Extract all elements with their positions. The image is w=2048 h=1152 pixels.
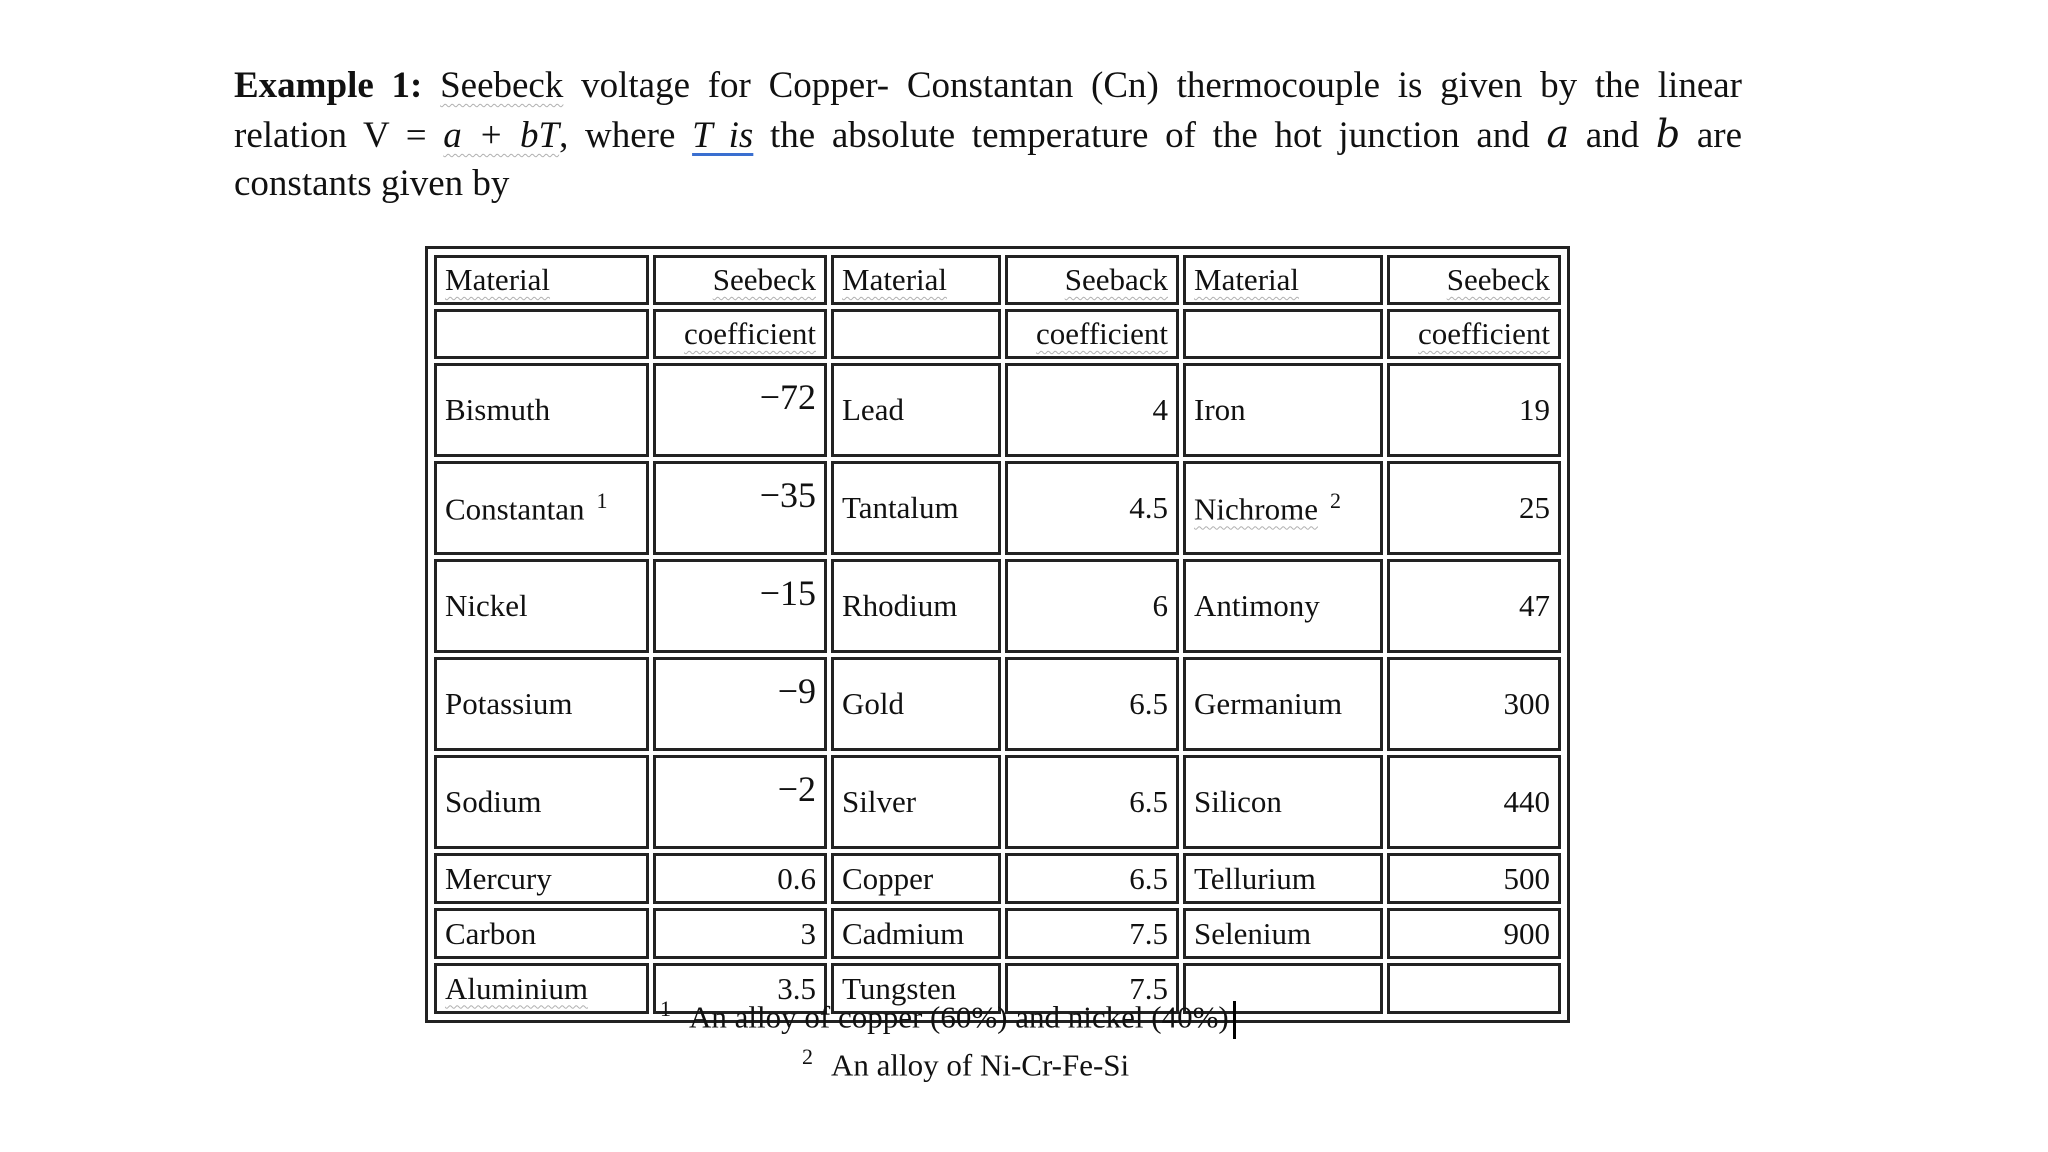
material-cell: Carbon xyxy=(434,908,649,959)
coefficient-cell: 4 xyxy=(1005,363,1179,457)
are-text: are xyxy=(1680,115,1742,156)
header-seebeck-3: Seebeck xyxy=(1387,255,1561,305)
table-row xyxy=(434,559,1561,653)
table-row xyxy=(434,363,1561,457)
header-material-2: Material xyxy=(831,255,1001,305)
seebeck-word: Seebeck xyxy=(440,65,564,106)
symbol-a: a xyxy=(1546,112,1570,156)
subheader-empty-3 xyxy=(1183,309,1383,359)
paragraph-line-2 xyxy=(234,110,1742,160)
example-label: Example 1: xyxy=(234,65,423,106)
coefficient-cell: 3.5 xyxy=(653,963,827,1014)
coefficient-cell: −15 xyxy=(653,559,827,653)
material-cell: Selenium xyxy=(1183,908,1383,959)
where-text: , where xyxy=(559,115,693,156)
coefficient-cell: 500 xyxy=(1387,853,1561,904)
table-row xyxy=(434,908,1561,959)
material-cell: Silicon xyxy=(1183,755,1383,849)
coefficient-cell: 6.5 xyxy=(1005,657,1179,751)
table-header-row xyxy=(434,255,1561,305)
text-cursor xyxy=(1233,1001,1236,1039)
coefficient-cell: 47 xyxy=(1387,559,1561,653)
relation-formula: a + bT xyxy=(443,115,560,156)
table-row xyxy=(434,657,1561,751)
material-cell: Lead xyxy=(831,363,1001,457)
subheader-coefficient-2: coefficient xyxy=(1005,309,1179,359)
coefficient-cell: 6.5 xyxy=(1005,755,1179,849)
material-cell: Aluminium xyxy=(434,963,649,1014)
table-row xyxy=(434,755,1561,849)
coefficient-cell: 4.5 xyxy=(1005,461,1179,555)
material-cell: Rhodium xyxy=(831,559,1001,653)
coefficient-cell: 900 xyxy=(1387,908,1561,959)
seebeck-table xyxy=(430,251,1565,1018)
coefficient-cell: 7.5 xyxy=(1005,963,1179,1014)
material-cell: Constantan $^1$ xyxy=(434,461,649,555)
footnote-2 xyxy=(802,1044,1129,1083)
coefficient-cell: 7.5 xyxy=(1005,908,1179,959)
material-cell: Silver xyxy=(831,755,1001,849)
material-cell: Nickel xyxy=(434,559,649,653)
table-subheader-row xyxy=(434,309,1561,359)
footnote-ref-1: 1 xyxy=(596,488,608,514)
material-cell: Mercury xyxy=(434,853,649,904)
subheader-coefficient-1: coefficient xyxy=(653,309,827,359)
coefficient-cell: −35 xyxy=(653,461,827,555)
paragraph-line-1-text: voltage for Copper- Constantan (Cn) thermocouple is given by the linear xyxy=(581,65,1743,106)
coefficient-cell: −2 xyxy=(653,755,827,849)
material-cell: Nichrome $^2$ xyxy=(1183,461,1383,555)
coefficient-cell: 3 xyxy=(653,908,827,959)
paragraph-line-1 xyxy=(234,62,1742,110)
coefficient-cell: −9 xyxy=(653,657,827,751)
table-row xyxy=(434,853,1561,904)
coefficient-cell: 6.5 xyxy=(1005,853,1179,904)
coefficient-cell: 440 xyxy=(1387,755,1561,849)
subheader-coefficient-3: coefficient xyxy=(1387,309,1561,359)
relation-text: relation V = xyxy=(234,115,444,156)
coefficient-cell: 19 xyxy=(1387,363,1561,457)
footnote-1-text: An alloy of copper (60%) and nickel (40%) xyxy=(689,999,1229,1035)
t-is-text: T is xyxy=(692,115,754,156)
header-material-1: Material xyxy=(434,255,649,305)
material-cell: Tantalum xyxy=(831,461,1001,555)
seebeck-table-frame xyxy=(425,246,1570,1023)
paragraph-line-3: constants given by xyxy=(234,163,510,204)
example-paragraph xyxy=(234,62,1742,208)
coefficient-cell xyxy=(1387,963,1561,1014)
header-material-3: Material xyxy=(1183,255,1383,305)
material-cell: Copper xyxy=(831,853,1001,904)
header-seeback-2: Seeback xyxy=(1005,255,1179,305)
coefficient-cell: 6 xyxy=(1005,559,1179,653)
symbol-b: b xyxy=(1655,112,1681,156)
material-cell: Sodium xyxy=(434,755,649,849)
material-cell: Cadmium xyxy=(831,908,1001,959)
subheader-empty-1 xyxy=(434,309,649,359)
coefficient-cell: 25 xyxy=(1387,461,1561,555)
footnote-ref-2: 2 xyxy=(1329,488,1341,514)
absolute-temp-text: the absolute temperature of the hot junction and xyxy=(753,115,1547,156)
header-seebeck-1: Seebeck xyxy=(653,255,827,305)
material-cell: Tungsten xyxy=(831,963,1001,1014)
coefficient-cell: 300 xyxy=(1387,657,1561,751)
material-cell: Potassium xyxy=(434,657,649,751)
material-cell: Bismuth xyxy=(434,363,649,457)
material-cell: Tellurium xyxy=(1183,853,1383,904)
table-row xyxy=(434,461,1561,555)
footnote-2-mark: 2 xyxy=(802,1044,813,1069)
material-cell: Antimony xyxy=(1183,559,1383,653)
footnote-1 xyxy=(660,996,1236,1039)
material-cell: Germanium xyxy=(1183,657,1383,751)
material-cell: Iron xyxy=(1183,363,1383,457)
coefficient-cell: −72 xyxy=(653,363,827,457)
material-cell: Gold xyxy=(831,657,1001,751)
coefficient-cell: 0.6 xyxy=(653,853,827,904)
subheader-empty-2 xyxy=(831,309,1001,359)
footnote-1-mark: 1 xyxy=(660,996,671,1021)
and-text: and xyxy=(1569,115,1656,156)
footnote-2-text: An alloy of Ni-Cr-Fe-Si xyxy=(831,1047,1130,1083)
